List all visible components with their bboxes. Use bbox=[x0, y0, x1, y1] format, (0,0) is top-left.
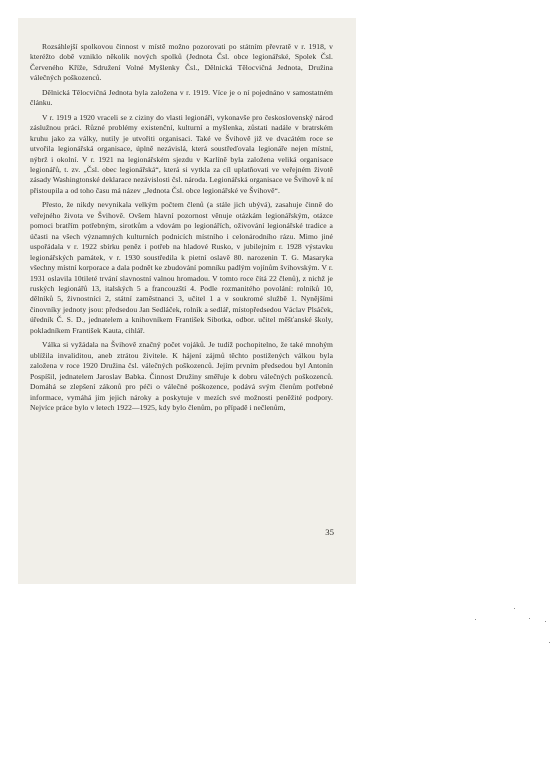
page-number: 35 bbox=[325, 527, 334, 537]
paragraph-5: Válka si vyžádala na Švihově značný počet vojáků. Je tudíž pochopitelno, že také mnohým ublížila invaliditou, aneb ztrátou živitele. K hájení zájmů těchto postižených válkou byla založena v roce 1920 Družina čsl. válečných poškozenců. Jejím prvním předsedou byl Antonín Pospíšil, jednatelem Jaroslav Babka. Činnost Družiny směřuje k dobru válečných poškozenců. Domáhá se zlepšení zákonů pro péči o válečné poškozence, podává svým členům potřebné informace, vymáhá jim jejich nároky a poskytuje v mezích své možnosti peněžité podpory. Nejvíce práce bylo v letech 1922—1925, kdy bylo členům, po případě i nečlenům, bbox=[30, 340, 333, 412]
scan-dust-mark bbox=[545, 621, 546, 622]
document-text-block bbox=[30, 42, 333, 417]
paragraph-3: V r. 1919 a 1920 vraceli se z ciziny do vlasti legionáři, vykonavše pro československý národ záslužnou práci. Různé problémy existenční, kulturní a myšlenka, zůstati nadále v bratrském kruhu jako za války, nutily je utvořiti organisaci. Také ve Švihově již ve dvacátém roce se utvořila legionářská organisace, úplně nezávislá, která soustřeďovala legionáře nejen místní, nýbrž i okolní. V r. 1921 na legionářském sjezdu v Karlíně byla založena veliká organisace legionářů, t. zv. „Čsl. obec legionářská“, která si vytkla za cíl uplatňovati ve veřejném životě zásady Washingtonské deklarace nezávislosti čsl. národa. Legionářská organisace ve Švihově k ní přistoupila a od toho času má název „Jednota Čsl. obce legionářské ve Švihově“. bbox=[30, 112, 333, 195]
paragraph-1: Rozsáhlejší spolkovou činnost v místě možno pozorovati po státním převratě v r. 1918, v kteréžto době vzniklo několik nových spolků (Jednota Čsl. obce legionářské, Spolek Čsl. Červeného Kříže, Sdružení Volné Myšlenky Čsl., Dělnická Tělocvičná Jednota, Družina válečných poškozenců. bbox=[30, 42, 333, 83]
paragraph-4: Přesto, že nikdy nevynikala velkým počtem členů (a stále jich ubývá), zasahuje činně do veřejného života ve Švihově. Ovšem hlavní pozornost věnuje otázkám legionářským, otázce pomoci bratřím potřebným, sirotkům a vdovám po legionářích, oživování legionářské tradice a účasti na všech významných kulturních podnicích místního i celonárodního rázu. Mimo jiné uspořádala v r. 1922 sbírku peněz i potřeb na hladové Rusko, v jubilejním r. 1928 výstavku legionářských památek, v r. 1930 soustředila k pietní oslavě 80. narozenin T. G. Masaryka všechny místní korporace a dala podnět ke zbudování pomníku padlým vojínům švihovským. V r. 1931 oslavila 10tileté trvání slavnostní valnou hromadou. V tomto roce čítá 22 členů), z nichž je ruských legionářů 13, italských 5 a francouzští 4. Podle rozmanitého povolání: rolníků 10, dělníků 5, živnostníci 2, státní zaměstnanci 3, učitel 1 a v soukromé službě 1. Nynějšími činovníky jednoty jsou: předsedou Jan Sedláček, rolník a sedlář, místopředsedou Václav Plsáček, úředník Č. S. D., jednatelem a knihovníkem František Sibotka, odbor. učitel měšťanské školy, pokladníkem František Kauta, cihlář. bbox=[30, 200, 333, 335]
scan-dust-mark bbox=[529, 618, 530, 619]
paragraph-2: Dělnická Tělocvičná Jednota byla založena v r. 1919. Více je o ní pojednáno v samostatném článku. bbox=[30, 87, 333, 108]
scan-dust-mark bbox=[549, 642, 550, 643]
scan-dust-mark bbox=[514, 608, 515, 609]
scan-dust-mark bbox=[475, 619, 476, 620]
